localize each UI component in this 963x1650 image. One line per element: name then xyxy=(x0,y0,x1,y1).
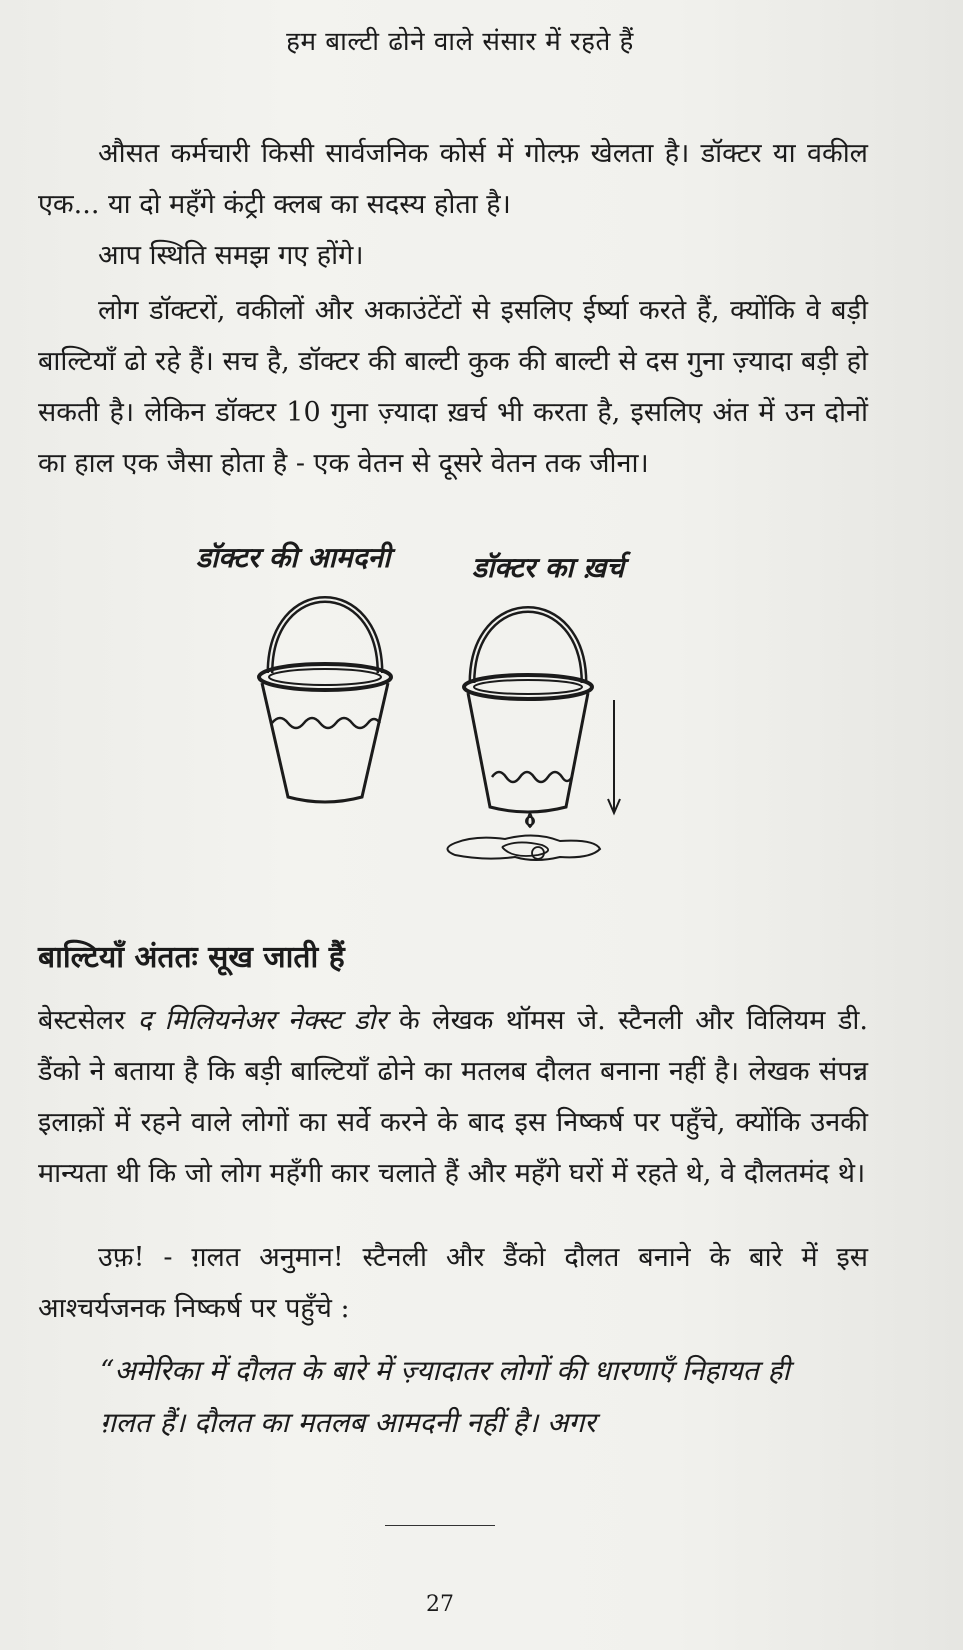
paragraph-conclusion: उफ़! - ग़लत अनुमान! स्टैनली और डैंको दौलत बनाने के बारे में इस आश्चर्यजनक निष्कर्ष पर पहुँचे : xyxy=(38,1242,868,1324)
income-bucket-icon xyxy=(259,600,391,803)
paragraph-envy: लोग डॉक्टरों, वकीलों और अकाउंटेंटों से इसलिए ईर्ष्या करते हैं, क्योंकि वे बड़ी बाल्टियाँ ढो रहे हैं। सच है, डॉक्टर की बाल्टी कुक की बाल्टी से दस गुना ज़्यादा बड़ी हो सकती है। लेकिन डॉक्टर 10 गुना ज़्यादा ख़र्च भी करता है, इसलिए अंत में उन दोनों का हाल एक जैसा होता है - एक वेतन से दूसरे वेतन तक जीना। xyxy=(38,295,868,479)
paragraph-situation: आप स्थिति समझ गए होंगे। xyxy=(98,240,364,271)
block-quote: “अमेरिका में दौलत के बारे में ज़्यादातर लोगों की धारणाएँ निहायत ही ग़लत हैं। दौलत का मतलब आमदनी नहीं है। अगर xyxy=(100,1354,790,1439)
paragraph-millionaire-start: बेस्टसेलर xyxy=(38,1005,138,1036)
paragraph-golf: औसत कर्मचारी किसी सार्वजनिक कोर्स में गोल्फ़ खेलता है। डॉक्टर या वकील एक... या दो महँगे कंट्री क्लब का सदस्य होता है। xyxy=(38,138,868,220)
running-head: हम बाल्टी ढोने वाले संसार में रहते हैं xyxy=(286,27,634,57)
caption-doctor-income: डॉक्टर की आमदनी xyxy=(196,541,391,574)
book-title: द मिलियनेअर नेक्स्ट डोर xyxy=(137,1005,387,1036)
paragraph-millionaire xyxy=(38,995,868,1199)
page-number: 27 xyxy=(426,1592,454,1617)
section-heading: बाल्टियाँ अंततः सूख जाती हैं xyxy=(38,940,345,975)
expense-bucket-icon xyxy=(448,610,621,861)
footer-rule xyxy=(385,1525,495,1526)
buckets-illustration xyxy=(240,585,660,905)
paragraph-millionaire-rest: के लेखक थॉमस जे. स्टैनली और विलियम डी. डैंको ने बताया है कि बड़ी बाल्टियाँ ढोने का मतलब दौलत बनाना नहीं है। लेखक संपन्न इलाक़ों में रहने वाले लोगों का सर्वे करने के बाद इस निष्कर्ष पर पहुँचे, क्योंकि उनकी मान्यता थी कि जो लोग महँगी कार चलाते हैं और महँगे घरों में रहते थे, वे दौलतमंद थे। xyxy=(38,1005,868,1189)
caption-doctor-expense: डॉक्टर का ख़र्च xyxy=(472,551,624,584)
